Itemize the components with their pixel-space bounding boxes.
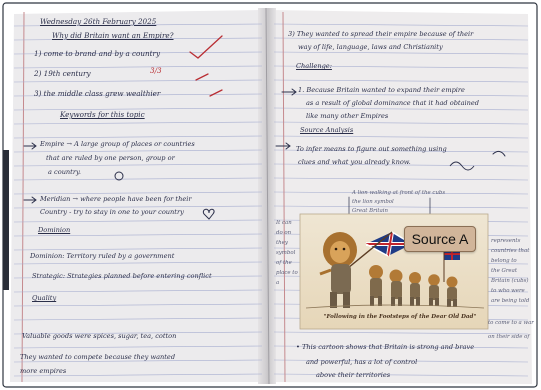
- reason-2: 2) 19th century: [34, 69, 91, 78]
- annotation-left-5: of the: [276, 260, 292, 266]
- score-mark: 3/3: [150, 66, 162, 75]
- conclusion-line-1: • This cartoon shows that Britain is strong and brave: [296, 343, 475, 351]
- date-heading: Wednesday 26th February 2025: [40, 17, 157, 26]
- annotation-right-8: to come to a war: [488, 320, 534, 326]
- empires-line: more empires: [20, 367, 67, 375]
- meridian-line-2: Country - try to stay in one to your country: [40, 208, 184, 216]
- challenge-line-2: as a result of global dominance that it had obtained: [306, 99, 479, 107]
- annotation-right-9: on their side of: [488, 334, 530, 340]
- annotation-top-2: the lion symbol: [352, 199, 394, 205]
- annotation-left-7: a: [276, 280, 280, 286]
- infer-line-1: To infer means to figure out something using: [296, 145, 447, 153]
- annotation-left-3: they: [276, 240, 288, 246]
- annotation-left-4: symbol: [276, 250, 296, 256]
- challenge-line-3: like many other Empires: [306, 112, 389, 120]
- infer-line-2: clues and what you already know.: [298, 158, 411, 166]
- annotation-right-1: represents: [491, 238, 521, 244]
- reason-1: 1) come to brand and by a country: [34, 49, 161, 58]
- reason-4-line-2: way of life, language, laws and Christianity: [298, 43, 443, 51]
- lesson-question: Why did Britain want an Empire?: [52, 31, 174, 40]
- annotation-left-6: place to: [276, 270, 298, 276]
- annotation-right-4: the Great: [491, 268, 517, 274]
- goods-line: Valuable goods were spices, sugar, tea, cotton: [22, 332, 177, 340]
- source-analysis-heading: Source Analysis: [300, 126, 354, 134]
- challenge-line-1: 1. Because Britain wanted to expand their empire: [298, 86, 465, 94]
- annotation-left-1: It can: [276, 220, 292, 226]
- annotation-right-3: belong to: [491, 258, 517, 264]
- keywords-heading: Keywords for this topic: [60, 110, 145, 119]
- compete-line: They wanted to compete because they wanted: [20, 353, 176, 361]
- reason-3: 3) the middle class grew wealthier: [34, 89, 161, 98]
- source-a-label: Source A: [404, 226, 476, 252]
- challenge-heading: Challenge:: [296, 62, 332, 70]
- left-edge-shadow: [3, 150, 9, 290]
- quality-heading: Quality: [32, 294, 57, 302]
- conclusion-line-2: and powerful, has a lot of control: [306, 358, 418, 366]
- dominion-heading: Dominion: [38, 226, 71, 234]
- annotation-top-3: Great Britain: [352, 208, 389, 214]
- annotation-right-5: Britain (cubs): [491, 278, 529, 284]
- empire-definition-line-3: a country.: [48, 168, 81, 176]
- annotation-top-1: A lion walking at front of the cubs: [352, 190, 446, 196]
- reason-4-line-1: 3) They wanted to spread their empire because of their: [288, 30, 474, 38]
- empire-definition-line-1: Empire → A large group of places or countries: [40, 140, 195, 148]
- annotation-right-6: to who were: [491, 288, 525, 294]
- cartoon-caption: "Following in the Footsteps of the Dear Old Dad": [323, 314, 477, 320]
- meridian-line-1: Meridian → where people have been for their: [40, 195, 192, 203]
- conclusion-line-3: above their territories: [316, 371, 391, 379]
- annotation-right-2: countries that: [491, 248, 530, 254]
- dominion-line: Dominion: Territory ruled by a government: [30, 252, 175, 260]
- strategic-line: Strategic: Strategies planned before entering conflict: [32, 272, 212, 280]
- empire-definition-line-2: that are ruled by one person, group or: [46, 154, 175, 162]
- annotation-right-7: are being told: [491, 298, 530, 304]
- annotation-left-2: do on: [276, 230, 292, 236]
